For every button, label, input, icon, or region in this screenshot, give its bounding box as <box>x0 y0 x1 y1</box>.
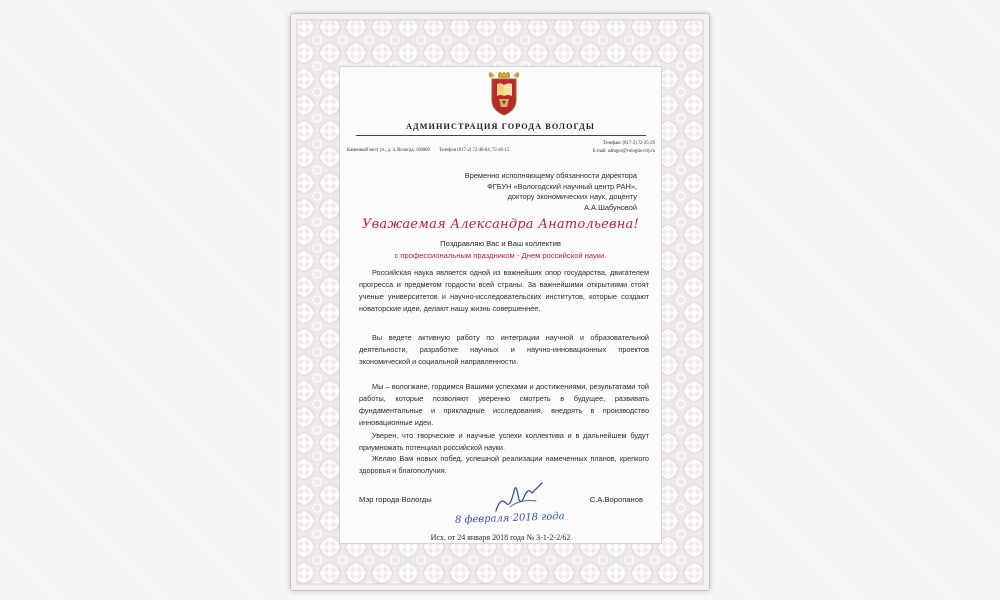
email-text: E-mail: admgor@vologda-city.ru <box>592 149 655 154</box>
organization-name: АДМИНИСТРАЦИЯ ГОРОДА ВОЛОГДЫ <box>405 122 596 131</box>
letter-sheet <box>291 14 709 590</box>
body-paragraph: Желаю Вам новых побед, успешной реализации намеченных планов, крепкого здоровья и благополучия. <box>359 454 649 476</box>
recipient-line: доктору экономических наук, доценту <box>507 192 637 201</box>
body-paragraph: Мы – вологжане, гордимся Вашими успехами и достижениями, результатами той работы, которые позволяют уверенно смотреть в будущее, развивать фундаментальные и прикладные исследования, внедрять в производство инновационные идеи. <box>359 382 649 428</box>
vologda-coat-of-arms-icon <box>487 72 521 116</box>
salutation: Уважаемая Александра Анатольевна! <box>362 217 639 232</box>
telephone-text: Телефон (817-2) 72-48-84, 72-46-15 <box>439 148 510 153</box>
address-text: Каменный мост ул., д. 4, Вологда, 160000 <box>347 148 430 153</box>
outgoing-reference: Исх. от 24 января 2018 года № 3-1-2-2/62 <box>430 533 571 542</box>
header-divider <box>356 135 646 136</box>
signer-title: Мэр города Вологды <box>359 495 432 504</box>
signer-name: С.А.Воропанов <box>589 495 643 504</box>
body-paragraph: Уверен, что творческие и научные успехи коллектива и в дальнейшем будут приумножать потенциал российской науки. <box>359 431 649 453</box>
letter-body <box>339 66 662 544</box>
body-paragraph: Вы ведете активную работу по интеграции научной и образовательной деятельности, разработке научных и научно-инновационных проектов экономической и социальной направленности. <box>359 333 649 367</box>
recipient-line: А.А.Шабуновой <box>584 203 637 212</box>
greeting-line: Поздравляю Вас и Ваш коллектив <box>440 239 561 248</box>
recipient-line: Временно исполняющему обязанности директора <box>464 171 637 180</box>
greeting-holiday-line: с профессиональным праздником - Днем российской науки. <box>394 251 607 260</box>
body-paragraph: Российская наука является одной из важнейших опор государства, двигателем прогресса и предметом гордости всей страны. За важнейшими открытиями стоят ученые университетов и научно-исследовательских институтов, которые создают новаторские идеи, делают нашу жизнь совершеннее. <box>359 268 649 314</box>
fax-text: Телефакс (817-2) 72-25-29 <box>602 141 655 146</box>
recipient-line: ФГБУН «Вологодский научный центр РАН», <box>487 182 637 191</box>
handwritten-date: 8 февраля 2018 года <box>454 511 565 526</box>
